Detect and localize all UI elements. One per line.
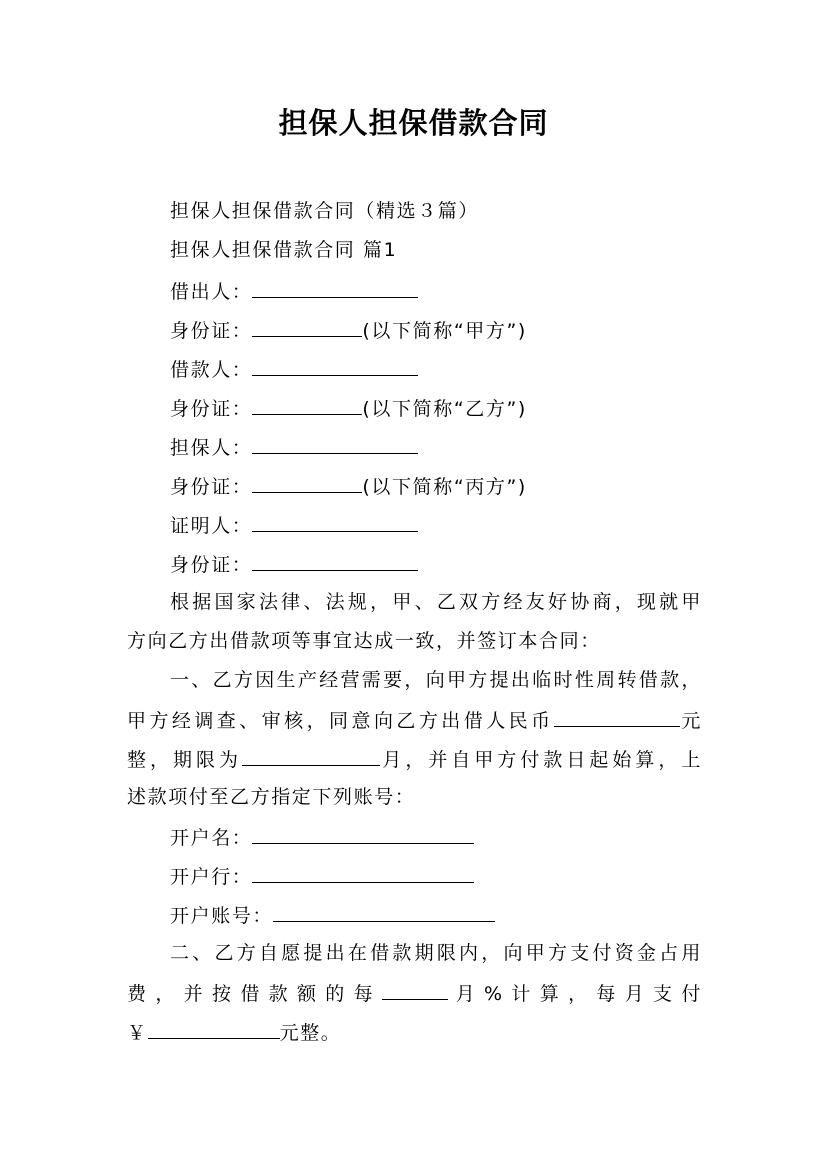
borrower-id-label: 身份证： <box>170 398 253 420</box>
term-rest: 月，并自甲方付款日起始算，上 <box>380 749 702 771</box>
account-bank-blank <box>252 862 474 883</box>
witness-id-label: 身份证： <box>170 554 253 576</box>
amount-blank <box>554 706 680 727</box>
guarantor-alias: (以下简称“丙方”) <box>362 476 527 498</box>
account-bank-line <box>170 862 474 890</box>
account-number-label: 开户账号： <box>170 905 274 927</box>
fee-rate-blank <box>382 979 448 1000</box>
borrower-alias: (以下简称“乙方”) <box>362 398 527 420</box>
lender-id-blank <box>252 316 362 337</box>
page-title: 担保人担保借款合同 <box>278 106 549 140</box>
witness-line <box>170 511 418 539</box>
borrower-id-blank <box>252 394 362 415</box>
lender-blank <box>252 277 418 298</box>
witness-blank <box>252 511 418 532</box>
witness-id-blank <box>252 550 418 571</box>
document-subtitle: 担保人担保借款合同（精选３篇） <box>170 200 480 222</box>
amount-text: 甲方经调查、审核，同意向乙方出借人民币 <box>127 710 554 732</box>
term-blank <box>242 745 380 766</box>
paragraph-line: 一、乙方因生产经营需要，向甲方提出临时性周转借款， <box>170 669 702 691</box>
paragraph-line <box>127 979 702 1007</box>
fee-rest: 月%计算，每月支付 <box>447 983 702 1005</box>
lender-id-line <box>170 316 527 344</box>
account-number-blank <box>273 901 495 922</box>
guarantor-label: 担保人： <box>170 437 253 459</box>
paragraph-line: 述款项付至乙方指定下列账号： <box>127 786 416 808</box>
account-name-label: 开户名： <box>170 827 253 849</box>
guarantor-id-line <box>170 472 527 500</box>
lender-label: 借出人： <box>170 281 253 303</box>
lender-line <box>170 277 418 305</box>
paragraph-line: 根据国家法律、法规，甲、乙双方经友好协商，现就甲 <box>170 591 702 613</box>
paragraph-line <box>127 1018 702 1046</box>
fee-amount-blank <box>148 1018 280 1039</box>
borrower-blank <box>252 355 418 376</box>
borrower-id-line <box>170 394 527 422</box>
borrower-line <box>170 355 418 383</box>
account-bank-label: 开户行： <box>170 866 253 888</box>
guarantor-blank <box>252 433 418 454</box>
fee-unit: 元整。 <box>279 1022 342 1044</box>
witness-label: 证明人： <box>170 515 253 537</box>
witness-id-line <box>170 550 418 578</box>
paragraph-line: 二、乙方自愿提出在借款期限内，向甲方支付资金占用 <box>170 942 702 964</box>
lender-alias: (以下简称“甲方”) <box>362 320 527 342</box>
account-name-line <box>170 823 474 851</box>
paragraph-line <box>127 745 702 773</box>
amount-unit: 元 <box>679 710 702 732</box>
fee-text: 费，并按借款额的每 <box>127 983 382 1005</box>
guarantor-line <box>170 433 418 461</box>
account-name-blank <box>252 823 474 844</box>
guarantor-id-blank <box>252 472 362 493</box>
guarantor-id-label: 身份证： <box>170 476 253 498</box>
section-heading: 担保人担保借款合同 篇1 <box>170 239 398 261</box>
borrower-label: 借款人： <box>170 359 253 381</box>
currency-symbol: ￥ <box>127 1022 148 1044</box>
account-number-line <box>170 901 495 929</box>
paragraph-line: 方向乙方出借款项等事宜达成一致，并签订本合同： <box>127 630 601 652</box>
paragraph-line <box>127 706 702 734</box>
lender-id-label: 身份证： <box>170 320 253 342</box>
term-text: 整，期限为 <box>127 749 242 771</box>
